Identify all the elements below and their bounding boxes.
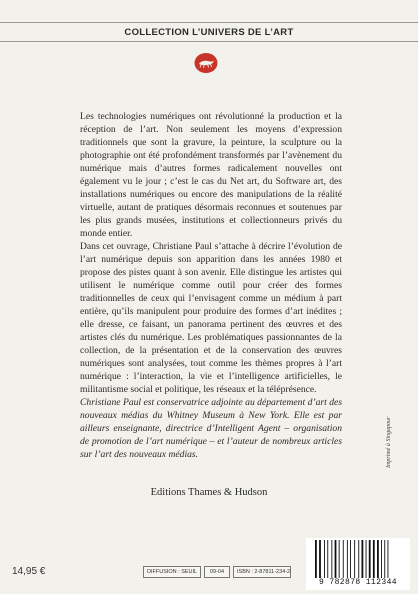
blurb-paragraph-2: Dans cet ouvrage, Christiane Paul s’attache à décrire l’évolution de l’art numérique depuis son apparition dans les années 1980 et propose des pistes quant à son avenir. Elle distingue les artistes qui utilisent le numérique comme outil pour créer des formes traditionnelles de ceux qui l’envisagent comme un médium à part entière, qu’ils manipulent pour produire des formes d’art inédites ; elle dresse, ce faisant, un panorama pertinent des œuvres et des artistes clés du numérique. Les problématiques passionnantes de la collection, de la présentation et de la conservation des œuvres numériques sont analysées, tout comme les thèmes propres à l’art numérique : l’interaction, la vie et l’intelligence artificielles, le militantisme social et politique, les réseaux et la téléprésence. <box>80 241 342 395</box>
isbn-box: ISBN : 2-87811-234-2 <box>233 566 291 578</box>
red-oval-animal-emblem-icon <box>191 48 221 78</box>
series-header <box>0 22 418 42</box>
printed-in-note: Imprimé à Singapour <box>386 416 392 468</box>
publisher-name: Editions Thames & Hudson <box>150 487 268 498</box>
date-code-box: 09-04 <box>204 566 230 578</box>
barcode <box>306 538 410 590</box>
price-label: 14,95 € <box>12 566 46 577</box>
diffusion-box: DIFFUSION : SEUIL <box>143 566 201 578</box>
back-cover-blurb <box>80 110 342 461</box>
barcode-bars-graphic <box>314 540 404 578</box>
barcode-digits: 9 782878 112344 <box>318 578 397 587</box>
blurb-paragraph-1: Les technologies numériques ont révolutionné la production et la réception de l’art. Non seulement les moyens d’expression traditionnels que sont la gravure, la peinture, la sculpture ou la photographie ont été profondément transformés par l’avènement du numérique mais d’autres formes radicalement nouvelles ont également vu le jour ; c’est le cas du Net art, du Software art, des installations numériques ou encore des manipulations de la réalité virtuelle, autant de pratiques désormais reconnues et soutenues par les plus grands musées, institutions et collectionneurs privés du monde entier. <box>80 111 342 239</box>
series-title: COLLECTION L’UNIVERS DE L’ART <box>124 26 294 38</box>
author-bio: Christiane Paul est conservatrice adjointe au département d’art des nouveaux médias du Whitney Museum à New York. Elle est par ailleurs enseignante, directrice d’Intelligent Agent – organisation de promotion de l’art numérique – et l’auteur de nombreux articles sur l’art des nouveaux médias. <box>80 397 342 460</box>
